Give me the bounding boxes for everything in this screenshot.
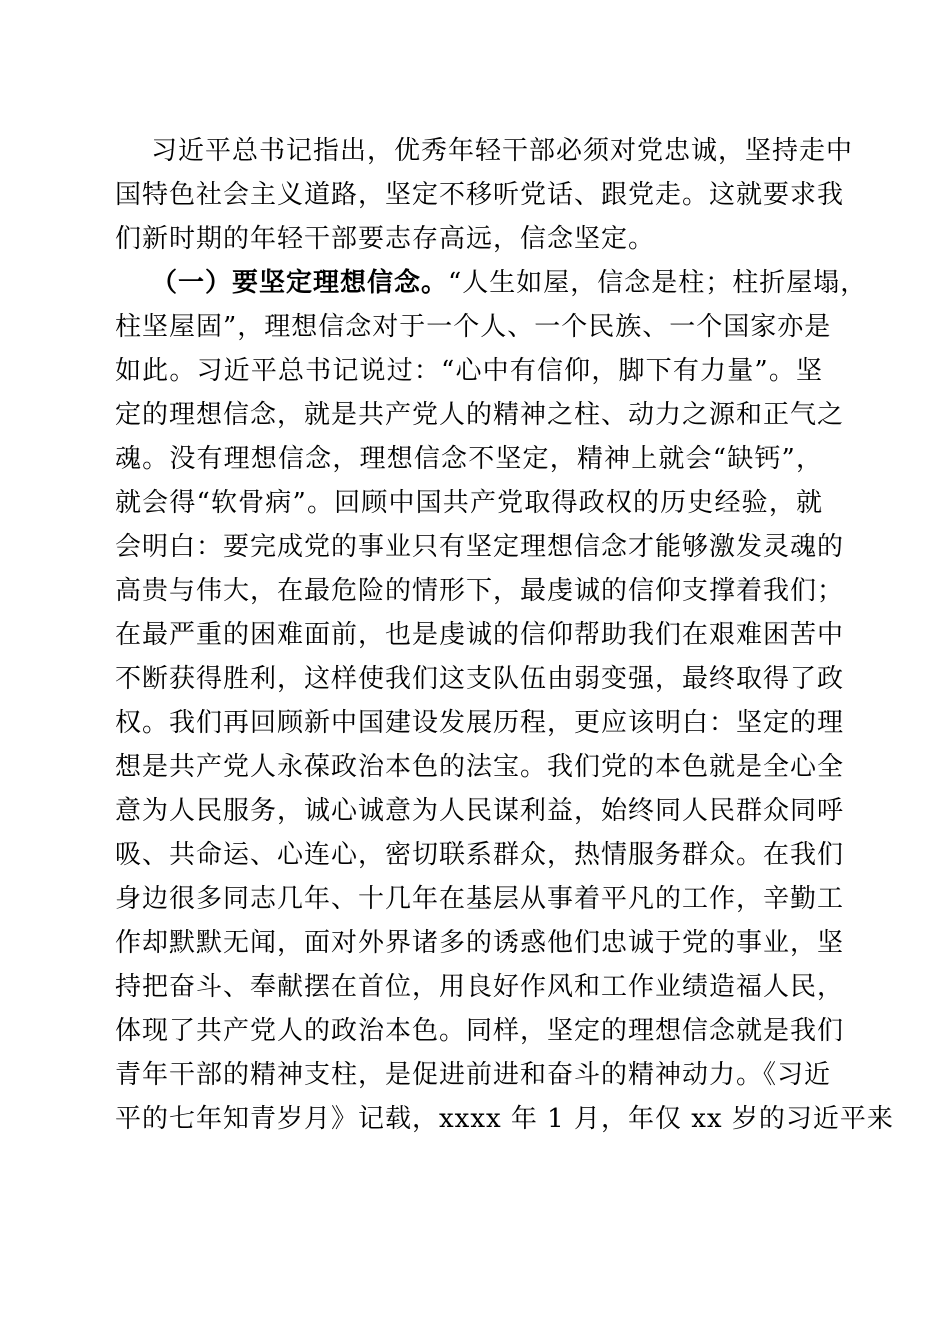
text-fragment: “人生如屋，信念是柱；柱折屋塌， <box>448 268 868 298</box>
text-line: 意为人民服务，诚心诚意为人民谋利益，始终同人民群众同呼 <box>115 796 845 826</box>
text-line: 如此。习近平总书记说过：“心中有信仰，脚下有力量”。坚 <box>115 356 823 386</box>
text-line: 在最严重的困难面前，也是虔诚的信仰帮助我们在艰难困苦中 <box>115 620 845 650</box>
text-line: 就会得“软骨病”。回顾中国共产党取得政权的历史经验，就 <box>115 488 823 518</box>
text-line: 不断获得胜利，这样使我们这支队伍由弱变强，最终取得了政 <box>115 664 845 694</box>
text-line: 身边很多同志几年、十几年在基层从事着平凡的工作，辛勤工 <box>115 884 845 914</box>
text-line: 会明白：要完成党的事业只有坚定理想信念才能够激发灵魂的 <box>115 532 845 562</box>
text-line: 作却默默无闻，面对外界诸多的诱惑他们忠诚于党的事业，坚 <box>115 928 845 958</box>
section-first-line <box>115 261 868 305</box>
paragraph-intro <box>115 129 854 261</box>
text-line: 吸、共命运、心连心，密切联系群众，热情服务群众。在我们 <box>115 840 845 870</box>
text-line: 持把奋斗、奉献摆在首位，用良好作风和工作业绩造福人民， <box>115 972 845 1002</box>
text-line: 体现了共产党人的政治本色。同样，坚定的理想信念就是我们 <box>115 1016 845 1046</box>
text-line: 青年干部的精神支柱，是促进前进和奋斗的精神动力。《习近 <box>115 1060 832 1090</box>
text-line: 定的理想信念，就是共产党人的精神之柱、动力之源和正气之 <box>115 400 845 430</box>
text-line: 国特色社会主义道路，坚定不移听党话、跟党走。这就要求我 <box>115 180 845 210</box>
text-line: 权。我们再回顾新中国建设发展历程，更应该明白：坚定的理 <box>115 708 845 738</box>
text-line: 习近平总书记指出，优秀年轻干部必须对党忠诚，坚持走中 <box>151 136 854 166</box>
text-line: 想是共产党人永葆政治本色的法宝。我们党的本色就是全心全 <box>115 752 845 782</box>
paragraph-section-one <box>115 261 894 1141</box>
section-heading: （一）要坚定理想信念。 <box>151 268 449 298</box>
text-line: 们新时期的年轻干部要志存高远，信念坚定。 <box>115 224 656 254</box>
text-line: 魂。没有理想信念，理想信念不坚定，精神上就会“缺钙”， <box>115 444 823 474</box>
text-line: 柱坚屋固”，理想信念对于一个人、一个民族、一个国家亦是 <box>115 312 832 342</box>
text-line: 高贵与伟大，在最危险的情形下，最虔诚的信仰支撑着我们； <box>115 576 845 606</box>
text-line: 平的七年知青岁月》记载，xxxx 年 1 月，年仅 xx 岁的习近平来 <box>115 1104 894 1134</box>
